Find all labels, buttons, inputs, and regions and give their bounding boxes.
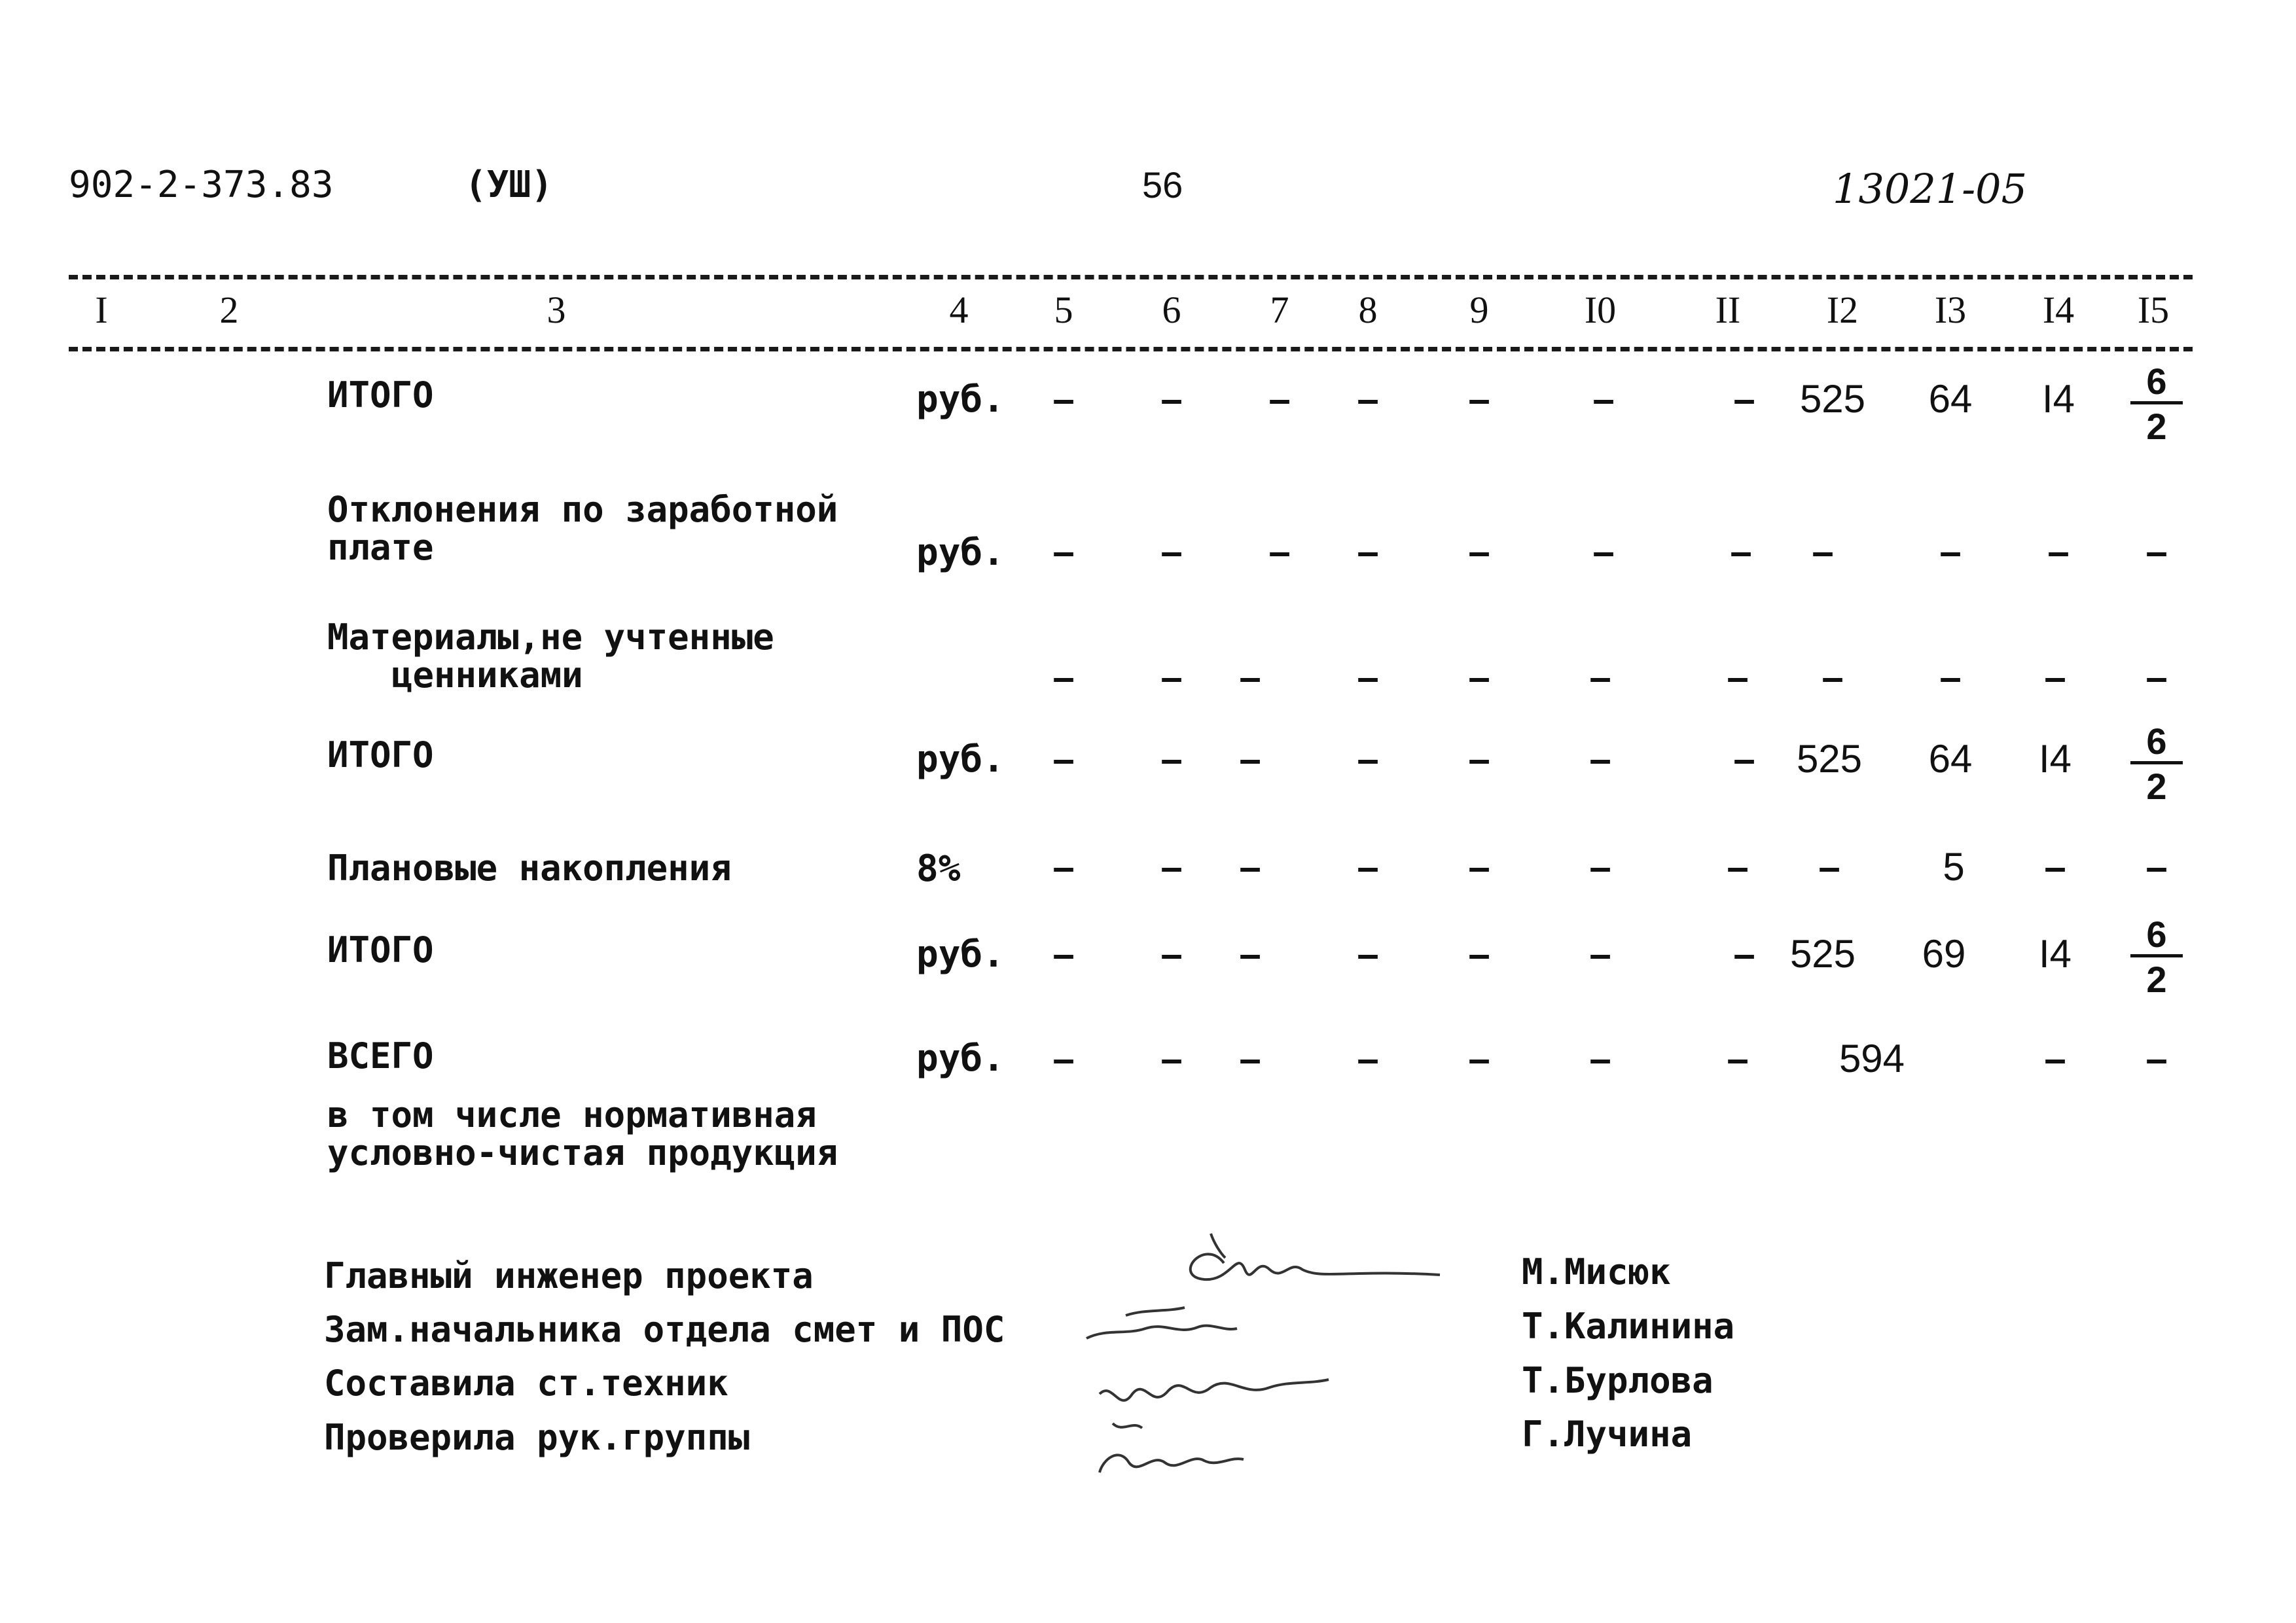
cell-c8: – — [1357, 845, 1379, 889]
cell-c11: – — [1727, 845, 1749, 889]
header-top-rule — [69, 275, 2193, 279]
cell-c7: – — [1268, 529, 1291, 573]
cell-c9: – — [1468, 529, 1490, 573]
col-header-8: 8 — [1358, 289, 1378, 331]
cell-c10: – — [1589, 737, 1611, 781]
cell-c13: 64 — [1928, 377, 1973, 421]
cell-total: 594 — [1839, 1037, 1905, 1080]
cell-c11: – — [1733, 932, 1755, 976]
cell-c11: – — [1727, 655, 1749, 699]
row-label-line2: ценниками — [391, 654, 583, 696]
signatory-role: Проверила рук.группы — [324, 1417, 750, 1458]
cell-c10: – — [1592, 529, 1615, 573]
cell-c5: – — [1052, 529, 1075, 573]
cell-c15-fraction — [2130, 723, 2183, 805]
cell-c9: – — [1468, 932, 1490, 976]
cell-c15-fraction — [2130, 916, 2183, 998]
cell-c12: 525 — [1796, 737, 1863, 781]
archive-number: 13021-05 — [1833, 165, 2028, 213]
signatory-role: Главный инженер проекта — [324, 1255, 814, 1296]
cell-c5: – — [1052, 655, 1075, 699]
cell-c8: – — [1357, 655, 1379, 699]
cell-c15: – — [2145, 845, 2168, 889]
cell-c9: – — [1468, 845, 1490, 889]
col-header-3: 3 — [547, 289, 566, 331]
col-header-15: I5 — [2137, 289, 2170, 331]
row-unit: руб. — [916, 1037, 1005, 1080]
fraction-denominator: 2 — [2146, 766, 2167, 807]
cell-c9: – — [1468, 1037, 1490, 1080]
cell-c14: I4 — [2041, 377, 2075, 421]
cell-c13: 64 — [1928, 737, 1973, 781]
cell-c6: – — [1160, 932, 1183, 976]
cell-c7: – — [1239, 845, 1261, 889]
fraction-denominator: 2 — [2146, 959, 2167, 1000]
cell-c8: – — [1357, 1037, 1379, 1080]
col-header-4: 4 — [949, 289, 969, 331]
cell-c12: – — [1812, 529, 1834, 573]
signatory-name: Г.Лучина — [1522, 1414, 1693, 1455]
cell-c11: – — [1727, 1037, 1749, 1080]
cell-c7: – — [1268, 377, 1291, 421]
cell-c9: – — [1468, 655, 1490, 699]
row-label: Плановые накопления — [327, 847, 732, 889]
cell-c12: – — [1818, 845, 1840, 889]
col-header-2: 2 — [219, 289, 239, 331]
row-label: в том числе нормативная — [327, 1094, 817, 1135]
signatory-role: Составила ст.техник — [324, 1363, 728, 1404]
row-label-line2: плате — [327, 527, 434, 568]
row-unit: руб. — [916, 933, 1005, 976]
col-header-1: I — [95, 289, 108, 331]
header-bottom-rule — [69, 347, 2193, 351]
cell-c14: – — [2044, 845, 2066, 889]
cell-c5: – — [1052, 845, 1075, 889]
cell-c7: – — [1239, 932, 1261, 976]
signatory-role: Зам.начальника отдела смет и ПОС — [324, 1309, 1005, 1350]
cell-c9: – — [1468, 377, 1490, 421]
cell-c14: – — [2044, 655, 2066, 699]
cell-c6: – — [1160, 377, 1183, 421]
cell-c13: – — [1939, 655, 1962, 699]
cell-c7: – — [1239, 737, 1261, 781]
fraction-numerator: 6 — [2130, 916, 2183, 957]
row-label: ИТОГО — [327, 374, 434, 416]
cell-c15: – — [2145, 529, 2168, 573]
cell-c6: – — [1160, 1037, 1183, 1080]
col-header-13: I3 — [1934, 289, 1967, 331]
cell-c12: 525 — [1789, 932, 1856, 976]
row-label-line2: условно-чистая продукция — [327, 1132, 838, 1173]
cell-c11: – — [1733, 737, 1755, 781]
cell-c14: – — [2044, 1037, 2066, 1080]
cell-c13: 5 — [1943, 845, 1965, 889]
cell-c10: – — [1589, 655, 1611, 699]
cell-c8: – — [1357, 529, 1379, 573]
cell-c9: – — [1468, 737, 1490, 781]
cell-c6: – — [1160, 655, 1183, 699]
cell-c15-fraction — [2130, 363, 2183, 445]
row-unit: руб. — [916, 531, 1005, 574]
fraction-numerator: 6 — [2130, 363, 2183, 404]
cell-c10: – — [1589, 845, 1611, 889]
section-number: (УШ) — [465, 164, 553, 206]
signatory-name: М.Мисюк — [1522, 1251, 1671, 1293]
col-header-9: 9 — [1469, 289, 1489, 331]
cell-c11: – — [1733, 377, 1755, 421]
cell-c10: – — [1589, 932, 1611, 976]
cell-c15: – — [2145, 1037, 2168, 1080]
cell-c12: – — [1821, 655, 1844, 699]
cell-c10: – — [1589, 1037, 1611, 1080]
cell-c8: – — [1357, 932, 1379, 976]
cell-c14: I4 — [2038, 932, 2072, 976]
cell-c13: 69 — [1922, 932, 1966, 976]
col-header-14: I4 — [2042, 289, 2075, 331]
row-unit: 8% — [916, 847, 961, 890]
fraction-numerator: 6 — [2130, 723, 2183, 764]
fraction-denominator: 2 — [2146, 406, 2167, 447]
signatory-name: Т.Бурлова — [1522, 1360, 1713, 1401]
handwritten-signatures — [1073, 1224, 1466, 1499]
row-label: ИТОГО — [327, 734, 434, 776]
row-label: ИТОГО — [327, 929, 434, 971]
page-number: 56 — [1142, 164, 1183, 205]
col-header-5: 5 — [1054, 289, 1073, 331]
cell-c8: – — [1357, 377, 1379, 421]
cell-c11: – — [1730, 529, 1752, 573]
cell-c5: – — [1052, 932, 1075, 976]
col-header-12: I2 — [1826, 289, 1859, 331]
cell-c14: – — [2047, 529, 2070, 573]
cell-c10: – — [1592, 377, 1615, 421]
cell-c13: – — [1939, 529, 1962, 573]
cell-c15: – — [2145, 655, 2168, 699]
row-label: Материалы,не учтенные — [327, 616, 774, 658]
row-unit: руб. — [916, 738, 1005, 781]
cell-c5: – — [1052, 1037, 1075, 1080]
signatory-name: Т.Калинина — [1522, 1306, 1735, 1347]
cell-c5: – — [1052, 377, 1075, 421]
cell-c7: – — [1239, 655, 1261, 699]
row-label: ВСЕГО — [327, 1035, 434, 1077]
cell-c6: – — [1160, 845, 1183, 889]
col-header-11: II — [1715, 289, 1741, 331]
cell-c6: – — [1160, 529, 1183, 573]
cell-c14: I4 — [2038, 737, 2072, 781]
col-header-6: 6 — [1162, 289, 1181, 331]
row-label: Отклонения по заработной — [327, 489, 838, 530]
col-header-10: I0 — [1584, 289, 1617, 331]
document-code: 902-2-373.83 — [69, 164, 334, 206]
row-unit: руб. — [916, 378, 1005, 421]
cell-c8: – — [1357, 737, 1379, 781]
col-header-7: 7 — [1270, 289, 1289, 331]
cell-c7: – — [1239, 1037, 1261, 1080]
cell-c6: – — [1160, 737, 1183, 781]
cell-c12: 525 — [1799, 377, 1866, 421]
cell-c5: – — [1052, 737, 1075, 781]
